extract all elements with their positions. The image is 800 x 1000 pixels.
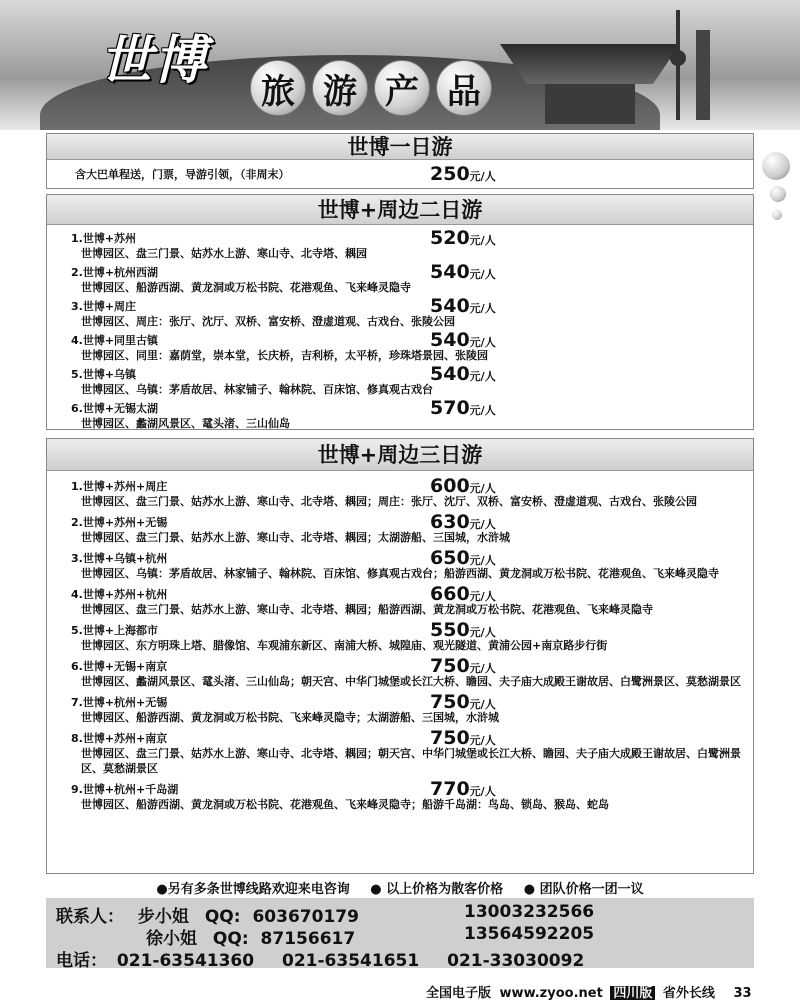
one-day-tour-heading: 世博一日游 — [47, 134, 753, 160]
note-group-price: ● 团队价格一团一议 — [523, 882, 644, 897]
three-day-tour-item-price: 770元/人 — [430, 778, 496, 800]
three-day-tour-item-title: 1.世博+苏州+周庄 — [71, 480, 168, 493]
one-day-tour-section — [46, 133, 754, 189]
title-char-4: 品 — [436, 60, 492, 116]
mobile-number-2: 13564592205 — [464, 924, 595, 944]
three-day-tour-item-price: 550元/人 — [430, 619, 496, 641]
three-day-tour-item-title: 2.世博+苏州+无锡 — [71, 516, 168, 529]
three-day-tour-item — [47, 619, 753, 653]
qq-number-1: 603670179 — [252, 907, 359, 927]
three-day-tour-item-desc: 世博园区、乌镇：茅盾故居、林家铺子、翰林院、百床馆、修真观古戏台；船游西湖、黄龙洞或万松书院、花港观鱼、飞来峰灵隐寺 — [81, 567, 719, 580]
note-individual-price: ● 以上价格为散客价格 — [370, 882, 504, 897]
page-footer — [426, 982, 752, 1000]
two-day-tour-item-title: 3.世博+周庄 — [71, 300, 137, 313]
footer-edition: 全国电子版 — [426, 986, 492, 1000]
three-day-tour-item-desc: 世博园区、盘三门景、姑苏水上游、寒山寺、北寺塔、耦园；周庄：张厅、沈厅、双桥、富安桥、澄虚道观、古戏台、张陵公园 — [81, 495, 697, 508]
two-day-tour-item-title: 1.世博+苏州 — [71, 232, 137, 245]
three-day-tour-item-price: 750元/人 — [430, 727, 496, 749]
two-day-tour-item-price: 540元/人 — [430, 363, 496, 385]
two-day-tour-item — [47, 261, 753, 295]
footer-url[interactable]: www.zyoo.net — [499, 986, 603, 1000]
two-day-tour-item-price: 540元/人 — [430, 329, 496, 351]
travel-products-title — [250, 60, 492, 116]
two-day-tour-section — [46, 194, 754, 430]
three-day-tour-item — [47, 691, 753, 725]
header-banner — [0, 0, 800, 130]
two-day-tour-item — [47, 363, 753, 397]
three-day-tour-item-desc: 世博园区、蠡湖风景区、鼋头渚、三山仙岛；朝天宫、中华门城堡或长江大桥、瞻园、夫子庙大成殿王谢故居、白鹭洲景区、莫愁湖景区 — [81, 675, 741, 688]
phone-row — [56, 946, 584, 971]
bubble-decoration — [772, 210, 782, 220]
three-day-tour-item-price: 600元/人 — [430, 475, 496, 497]
two-day-tour-list — [47, 225, 753, 431]
three-day-tour-heading: 世博+周边三日游 — [47, 439, 753, 471]
china-pavilion-base-graphic — [545, 84, 635, 124]
two-day-tour-item-desc: 世博园区、船游西湖、黄龙洞或万松书院、花港观鱼、飞来峰灵隐寺 — [81, 281, 411, 294]
two-day-tour-item — [47, 397, 753, 431]
two-day-tour-item-title: 4.世博+同里古镇 — [71, 334, 159, 347]
two-day-tour-item — [47, 329, 753, 363]
three-day-tour-list — [47, 471, 753, 812]
tv-tower-ball-graphic — [670, 50, 686, 66]
three-day-tour-item-title: 5.世博+上海都市 — [71, 624, 159, 637]
two-day-tour-item-desc: 世博园区、蠡湖风景区、鼋头渚、三山仙岛 — [81, 417, 290, 430]
two-day-tour-item-title: 2.世博+杭州西湖 — [71, 266, 159, 279]
qq-number-2: 87156617 — [260, 929, 356, 949]
two-day-tour-item-title: 5.世博+乌镇 — [71, 368, 137, 381]
title-char-2: 游 — [312, 60, 368, 116]
two-day-tour-item — [47, 295, 753, 329]
two-day-tour-item-desc: 世博园区、乌镇：茅盾故居、林家铺子、翰林院、百床馆、修真观古戏台 — [81, 383, 433, 396]
phone-label: 电话： — [56, 951, 107, 971]
three-day-tour-item — [47, 583, 753, 617]
three-day-tour-item-title: 7.世博+杭州+无锡 — [71, 696, 168, 709]
three-day-tour-item-desc: 世博园区、盘三门景、姑苏水上游、寒山寺、北寺塔、耦园；太湖游船、三国城，水浒城 — [81, 531, 510, 544]
three-day-tour-item-title: 9.世博+杭州+千岛湖 — [71, 783, 179, 796]
footer-column: 省外长线 — [662, 986, 715, 1000]
contact-person-1: 步小姐 — [137, 907, 189, 927]
two-day-tour-item-title: 6.世博+无锡太湖 — [71, 402, 159, 415]
two-day-tour-item-price: 520元/人 — [430, 227, 496, 249]
title-char-3: 产 — [374, 60, 430, 116]
three-day-tour-item-title: 8.世博+苏州+南京 — [71, 732, 168, 745]
three-day-tour-item — [47, 547, 753, 581]
two-day-tour-item-price: 540元/人 — [430, 261, 496, 283]
three-day-tour-item-title: 4.世博+苏州+杭州 — [71, 588, 168, 601]
footer-region-tag: 四川版 — [610, 986, 655, 1000]
three-day-tour-item-price: 630元/人 — [430, 511, 496, 533]
phone-number-1: 021-63541360 — [116, 951, 255, 971]
phone-number-2: 021-63541651 — [282, 951, 420, 971]
note-more-routes: ●另有多条世博线路欢迎来电咨询 — [156, 882, 350, 897]
one-day-tour-row — [47, 160, 753, 190]
three-day-tour-item-desc: 世博园区、船游西湖、黄龙洞或万松书院、飞来峰灵隐寺；太湖游船、三国城，水浒城 — [81, 711, 499, 724]
three-day-tour-item — [47, 511, 753, 545]
two-day-tour-item-desc: 世博园区、同里：嘉荫堂，崇本堂，长庆桥，吉利桥，太平桥，珍珠塔景园、张陵园 — [81, 349, 488, 362]
contact-person-2: 徐小姐 — [146, 929, 197, 949]
three-day-tour-item-desc: 世博园区、盘三门景、姑苏水上游、寒山寺、北寺塔、耦园；船游西湖、黄龙洞或万松书院、花港观鱼、飞来峰灵隐寺 — [81, 603, 653, 616]
qq-label-2: QQ: — [212, 929, 249, 949]
two-day-tour-heading: 世博+周边二日游 — [47, 195, 753, 225]
mobile-number-1: 13003232566 — [464, 902, 595, 922]
two-day-tour-item-desc: 世博园区、周庄：张厅、沈厅、双桥、富安桥、澄虚道观、古戏台、张陵公园 — [81, 315, 455, 328]
three-day-tour-item-price: 750元/人 — [430, 691, 496, 713]
one-day-tour-desc: 含大巴单程送，门票，导游引领，（非周末） — [75, 168, 290, 181]
three-day-tour-item-title: 3.世博+乌镇+杭州 — [71, 552, 168, 565]
two-day-tour-item-price: 570元/人 — [430, 397, 496, 419]
title-char-1: 旅 — [250, 60, 306, 116]
bubble-decoration — [762, 152, 790, 180]
three-day-tour-section — [46, 438, 754, 874]
three-day-tour-item-desc: 世博园区、东方明珠上塔、腊像馆、车观浦东新区、南浦大桥、城隍庙、观光隧道、黄浦公园+南京路步行街 — [81, 639, 608, 652]
qq-label-1: QQ: — [204, 907, 241, 927]
bubble-decoration — [770, 186, 786, 202]
three-day-tour-item — [47, 475, 753, 509]
contact-label: 联系人： — [56, 907, 124, 927]
three-day-tour-item-desc: 世博园区、船游西湖、黄龙洞或万松书院、花港观鱼、飞来峰灵隐寺；船游千岛湖：鸟岛、锁岛、猴岛、蛇岛 — [81, 798, 609, 811]
three-day-tour-item — [47, 655, 753, 689]
three-day-tour-item-price: 650元/人 — [430, 547, 496, 569]
contact-panel — [46, 898, 754, 971]
three-day-tour-item-price: 660元/人 — [430, 583, 496, 605]
two-day-tour-item — [47, 227, 753, 261]
three-day-tour-item-title: 6.世博+无锡+南京 — [71, 660, 168, 673]
china-pavilion-graphic — [500, 44, 680, 84]
two-day-tour-item-price: 540元/人 — [430, 295, 496, 317]
three-day-tour-item-desc: 世博园区、盘三门景、姑苏水上游、寒山寺、北寺塔、耦园；朝天宫、中华门城堡或长江大桥、瞻园、夫子庙大成殿王谢故居、白鹭洲景区、莫愁湖景区 — [81, 747, 741, 775]
page-number: 33 — [733, 986, 752, 1000]
three-day-tour-item — [47, 778, 753, 812]
expo-logo-text: 世博 — [100, 30, 209, 91]
phone-number-3: 021-33030092 — [447, 951, 585, 971]
skyscraper-graphic — [696, 30, 710, 120]
notes-row — [0, 878, 800, 897]
one-day-tour-price: 250元/人 — [430, 163, 496, 185]
three-day-tour-item-price: 750元/人 — [430, 655, 496, 677]
two-day-tour-item-desc: 世博园区、盘三门景、姑苏水上游、寒山寺、北寺塔、耦园 — [81, 247, 367, 260]
three-day-tour-item — [47, 727, 753, 776]
